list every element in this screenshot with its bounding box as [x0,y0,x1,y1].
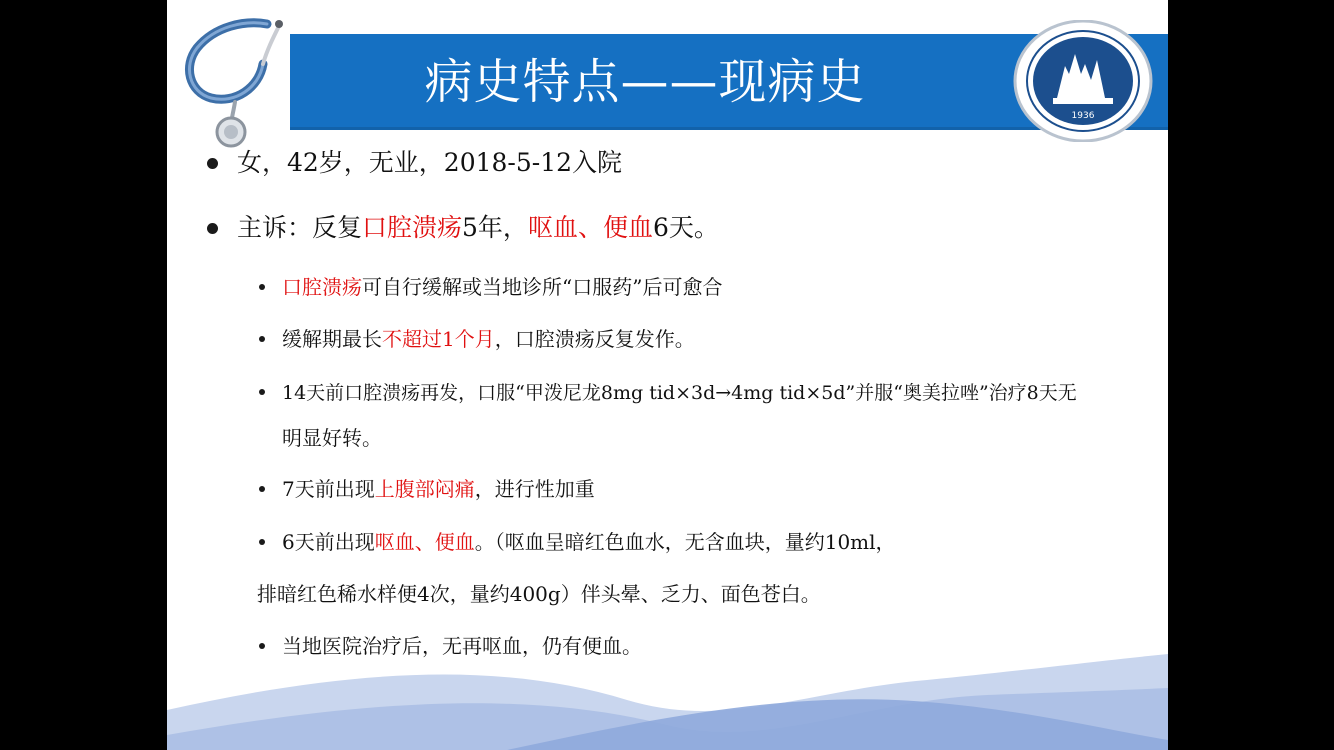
bullet-dot-icon [259,539,265,545]
sub-bullet-5 [259,516,896,568]
sub2-prefix: 缓解期最长 [282,327,382,351]
sub2-rest: ，口腔溃疡反复发作。 [494,327,695,351]
complaint-highlight-bleeding: 呕血、便血 [527,213,653,242]
sub5-prefix: 6天前出现 [282,530,375,554]
sub-bullet-4-text [282,477,595,501]
bullet-dot-icon [207,158,218,169]
sub-bullet-4 [259,463,595,515]
sub-bullet-3-line2: 明显好转。 [282,426,382,450]
sub1-highlight: 口腔溃疡 [282,275,362,299]
slide-title: 病史特点——现病史 [424,54,866,110]
sub5-rest: 。（呕血呈暗红色血水，无含血块，量约10ml， [474,530,896,554]
sub-bullet-5-line2: 排暗红色稀水样便4次，量约400g）伴头晕、乏力、面色苍白。 [257,582,821,606]
bullet-dot-icon [259,486,265,492]
complaint-duration-2: 6天。 [652,213,719,242]
sub-bullet-2-text [282,327,695,351]
patient-info-text: 女，42岁，无业，2018-5-12入院 [237,148,623,177]
complaint-prefix: 主诉：反复 [237,213,363,242]
complaint-highlight-ulcer: 口腔溃疡 [362,213,463,242]
bullet-dot-icon [259,389,265,395]
sub1-rest: 可自行缓解或当地诊所“口服药”后可愈合 [362,275,723,299]
decorative-wave [167,640,1168,750]
bullet-chief-complaint [207,213,719,243]
bullet-dot-icon [259,336,265,342]
bullet-dot-icon [259,284,265,290]
sub-bullet-3-line1: 14天前口腔溃疡再发，口服“甲泼尼龙8mg tid×3d→4mg tid×5d”并服“奥美拉唑”治疗8天无 [282,382,1077,404]
bullet-patient-info [207,148,622,178]
complaint-duration-1: 5年， [462,213,528,242]
presentation-slide [167,0,1168,750]
sub4-highlight: 上腹部闷痛 [374,477,475,501]
sub-bullet-5-text [282,530,896,554]
logo-year: 1936 [1071,111,1095,121]
sub2-highlight: 不超过1个月 [382,327,495,351]
sub-bullet-6-text: 当地医院治疗后，无再呕血，仍有便血。 [282,634,642,658]
sub5-highlight: 呕血、便血 [374,530,475,554]
complaint-text [237,213,719,242]
sub-bullet-2 [259,313,695,365]
sub4-prefix: 7天前出现 [282,477,375,501]
sub4-rest: ，进行性加重 [474,477,595,501]
sub-bullet-1 [259,261,722,313]
bullet-dot-icon [207,223,218,234]
sub-bullet-1-text [282,275,722,299]
content-area [167,0,1168,750]
